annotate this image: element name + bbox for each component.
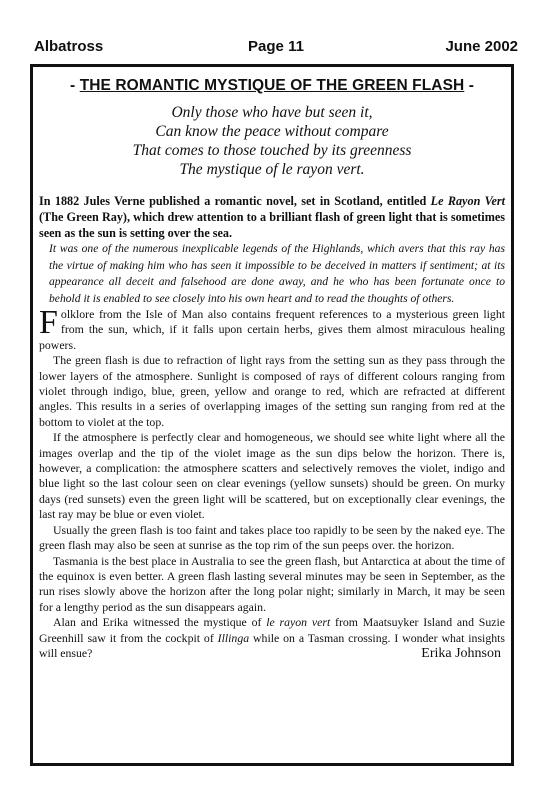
poem-line: Only those who have but seen it, — [171, 104, 373, 121]
author-signature: Erika Johnson — [421, 645, 501, 661]
visibility-paragraph: Usually the green flash is too faint and takes place too rapidly to be seen by the naked eye. The green flash may also be seen at sunrise as the top rim of the sun peeps over. the horizon. — [39, 522, 505, 553]
intro-paragraph: In 1882 Jules Verne published a romantic novel, set in Scotland, entitled Le Rayon Vert (The Green Ray), which drew attention to a brilliant flash of green light that is sometimes seen as the sun is setting over the sea. — [39, 194, 505, 240]
poem-line: The mystique of le rayon vert. — [179, 161, 365, 178]
poem — [39, 103, 505, 179]
poem-line: That comes to those touched by its greenness — [132, 142, 412, 159]
poem-line: Can know the peace without compare — [155, 123, 389, 140]
article-frame — [30, 64, 514, 766]
page-number: Page 11 — [248, 38, 304, 55]
article-title-text: THE ROMANTIC MYSTIQUE OF THE GREEN FLASH — [79, 77, 465, 94]
publication-name: Albatross — [34, 38, 104, 55]
issue-date: June 2002 — [445, 38, 518, 55]
page-header — [34, 38, 518, 60]
article-title: - THE ROMANTIC MYSTIQUE OF THE GREEN FLASH - — [70, 77, 474, 94]
tasmania-paragraph: Tasmania is the best place in Australia to see the green flash, but Antarctica at about the time of the equinox is even better. A green flash lasting several minutes may be seen in September, as the run rises slowly above the horizon after the long polar night; similarly in March, it may be seen for a lengthy period as the sun disappears again. — [39, 553, 505, 614]
refraction-paragraph: The green flash is due to refraction of light rays from the setting sun as they pass through the lower layers of the atmosphere. Sunlight is composed of rays of different colours ranging from violet through indigo, blue, green, yellow and orange to red, which are refracted at different angles. This results in a series of overlapping images of the setting sun ranging from red at the bottom to violet at the top. — [39, 353, 505, 429]
verne-quote: It was one of the numerous inexplicable legends of the Highlands, which avers that this ray has the virtue of making him who has seen it impossible to be deceived in matters if sentiment; at its appearance all deceit and falsehood are done away, and he who has been fortunate once to behold it is enabled to see closely into his own heart and to read the thoughts of others. — [49, 242, 505, 305]
folklore-paragraph: Folklore from the Isle of Man also contains frequent references to a mysterious green light from the sun, which, if it falls upon certain herbs, gives them almost miraculous healing powers. — [39, 304, 505, 352]
article-body — [39, 77, 505, 661]
drop-cap: F — [39, 304, 58, 341]
witness-paragraph: Alan and Erika witnessed the mystique of le rayon vert from Maatsuyker Island and Suzie Greenhill saw it from the cockpit of Illinga while on a Tasman crossing. I wonder what insights will ensue? Erika Johnson — [39, 615, 505, 661]
atmosphere-paragraph: If the atmosphere is perfectly clear and homogeneous, we should see white light where all the images overlap and the tip of the violet image as the sun dips below the horizon. There is, however, a complication: the atmosphere scatters and selectively removes the violet, indigo and blue light so the last colour seen on clear evenings (yellow sunsets) should be green. On murky days (red sunsets) even the green light will be scattered, but on exceptionally clear evenings, the last ray may be blue or even violet. — [39, 430, 505, 522]
